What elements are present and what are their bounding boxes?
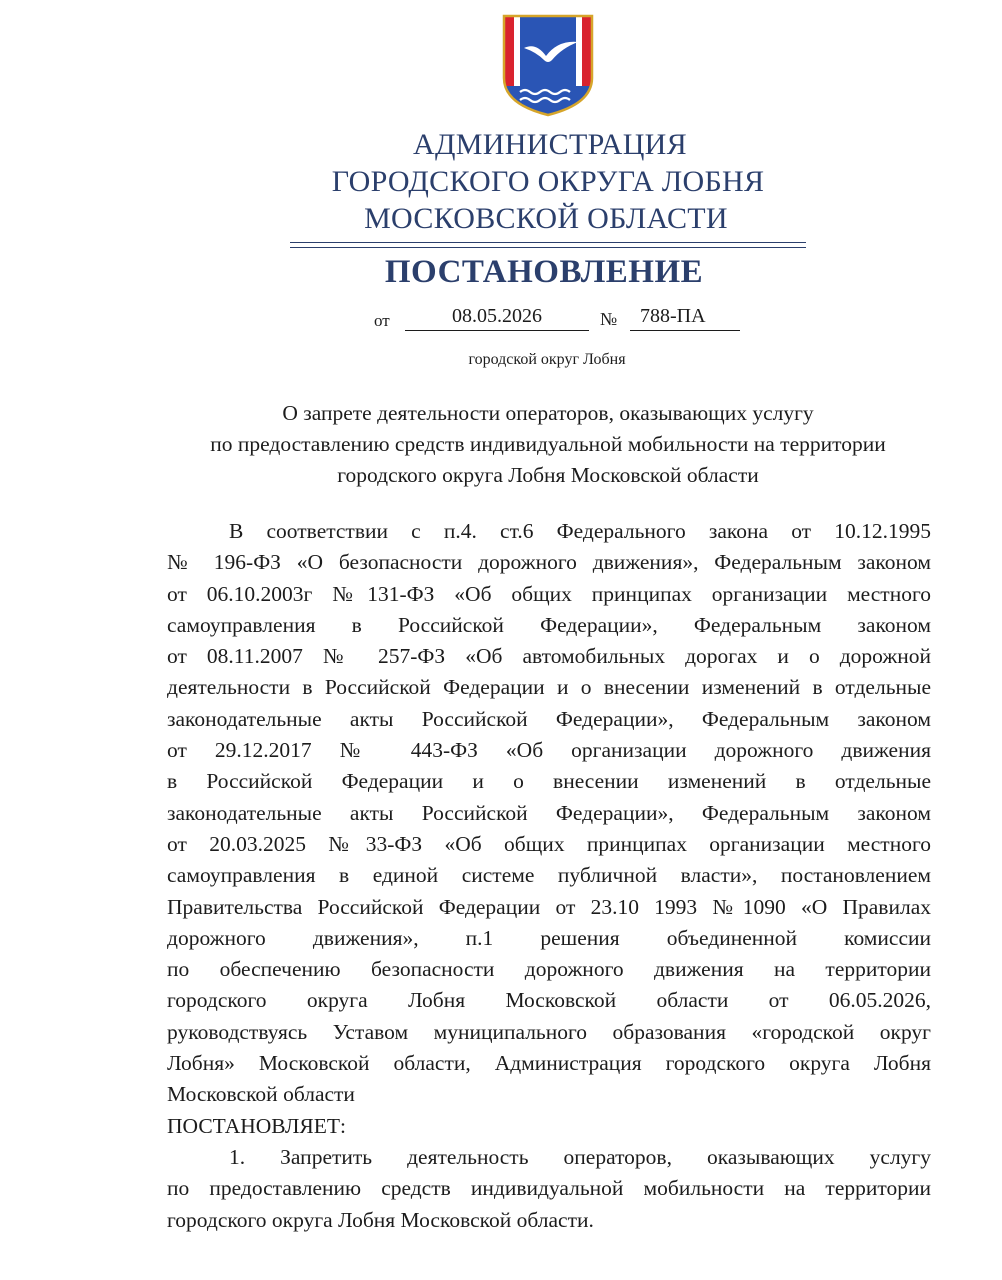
body-line: Московской области [167, 1082, 355, 1107]
document-date: 08.05.2026 [405, 305, 589, 331]
body-line: законодательные акты Российской Федерации», Федеральным законом [167, 800, 931, 825]
body-line: законодательные акты Российской Федерации», Федеральным законом [167, 706, 931, 731]
body-line: городского округа Лобня Московской области от 06.05.2026, [167, 988, 931, 1013]
organization-name-line-2: ГОРОДСКОГО ОКРУГА ЛОБНЯ [331, 165, 765, 198]
body-line: Правительства Российской Федерации от 23.10 1993 №1090 «О Правилах [167, 894, 931, 919]
body-line: № 196-ФЗ «О безопасности дорожного движения», Федеральным законом [167, 550, 931, 575]
resolves-label: ПОСТАНОВЛЯЕТ: [167, 1113, 346, 1138]
document-title [160, 398, 936, 491]
body-line: в Российской Федерации и о внесении изменений в отдельные [167, 769, 931, 794]
document-type-heading: ПОСТАНОВЛЕНИЕ [384, 254, 704, 290]
body-line: Лобня» Московской области, Администрация городского округа Лобня [167, 1051, 931, 1076]
place-of-issue: городской округ Лобня [468, 351, 626, 368]
organization-name-line-1: АДМИНИСТРАЦИЯ [413, 128, 687, 161]
document-number: 788-ПА [630, 305, 740, 331]
title-line: по предоставлению средств индивидуальной мобильности на территории [210, 432, 886, 456]
item-1-line: городского округа Лобня Московской области. [167, 1207, 594, 1232]
body-line: самоуправления в Российской Федерации», Федеральным законом [167, 612, 931, 637]
body-line: по обеспечению безопасности дорожного движения на территории [167, 957, 931, 982]
body-line: от 20.03.2025 №33-ФЗ «Об общих принципах организации местного [167, 831, 931, 856]
header-divider-top [290, 242, 806, 243]
item-1-line: по предоставлению средств индивидуальной мобильности на территории [167, 1176, 931, 1201]
title-line: О запрете деятельности операторов, оказывающих услугу [282, 401, 814, 425]
body-line: от 08.11.2007 № 257-ФЗ «Об автомобильных дорогах и о дорожной [167, 644, 931, 669]
organization-name-line-3: МОСКОВСКОЙ ОБЛАСТИ [364, 202, 728, 235]
number-label: № [600, 309, 618, 329]
body-line: руководствуясь Уставом муниципального образования «городской округ [167, 1019, 931, 1044]
header-divider-bottom [290, 247, 806, 248]
date-number-line [0, 305, 1002, 335]
body-line: от 29.12.2017 № 443-ФЗ «Об организации дорожного движения [167, 738, 931, 763]
body-line: самоуправления в единой системе публичной власти», постановлением [167, 863, 931, 888]
body-line: деятельности в Российской Федерации и о внесении изменений в отдельные [167, 675, 931, 700]
body-line: дорожного движения», п.1 решения объединенной комиссии [167, 925, 931, 950]
coat-of-arms-icon [500, 12, 596, 118]
item-1-line: 1. Запретить деятельность операторов, оказывающих услугу [229, 1144, 931, 1169]
document-body [167, 516, 931, 1236]
body-line: В соответствии с п.4. ст.6 Федерального закона от 10.12.1995 [229, 519, 931, 543]
date-label: от [374, 311, 390, 330]
body-line: от 06.10.2003г №131-ФЗ «Об общих принципах организации местного [167, 581, 931, 606]
title-line: городского округа Лобня Московской области [337, 463, 759, 487]
